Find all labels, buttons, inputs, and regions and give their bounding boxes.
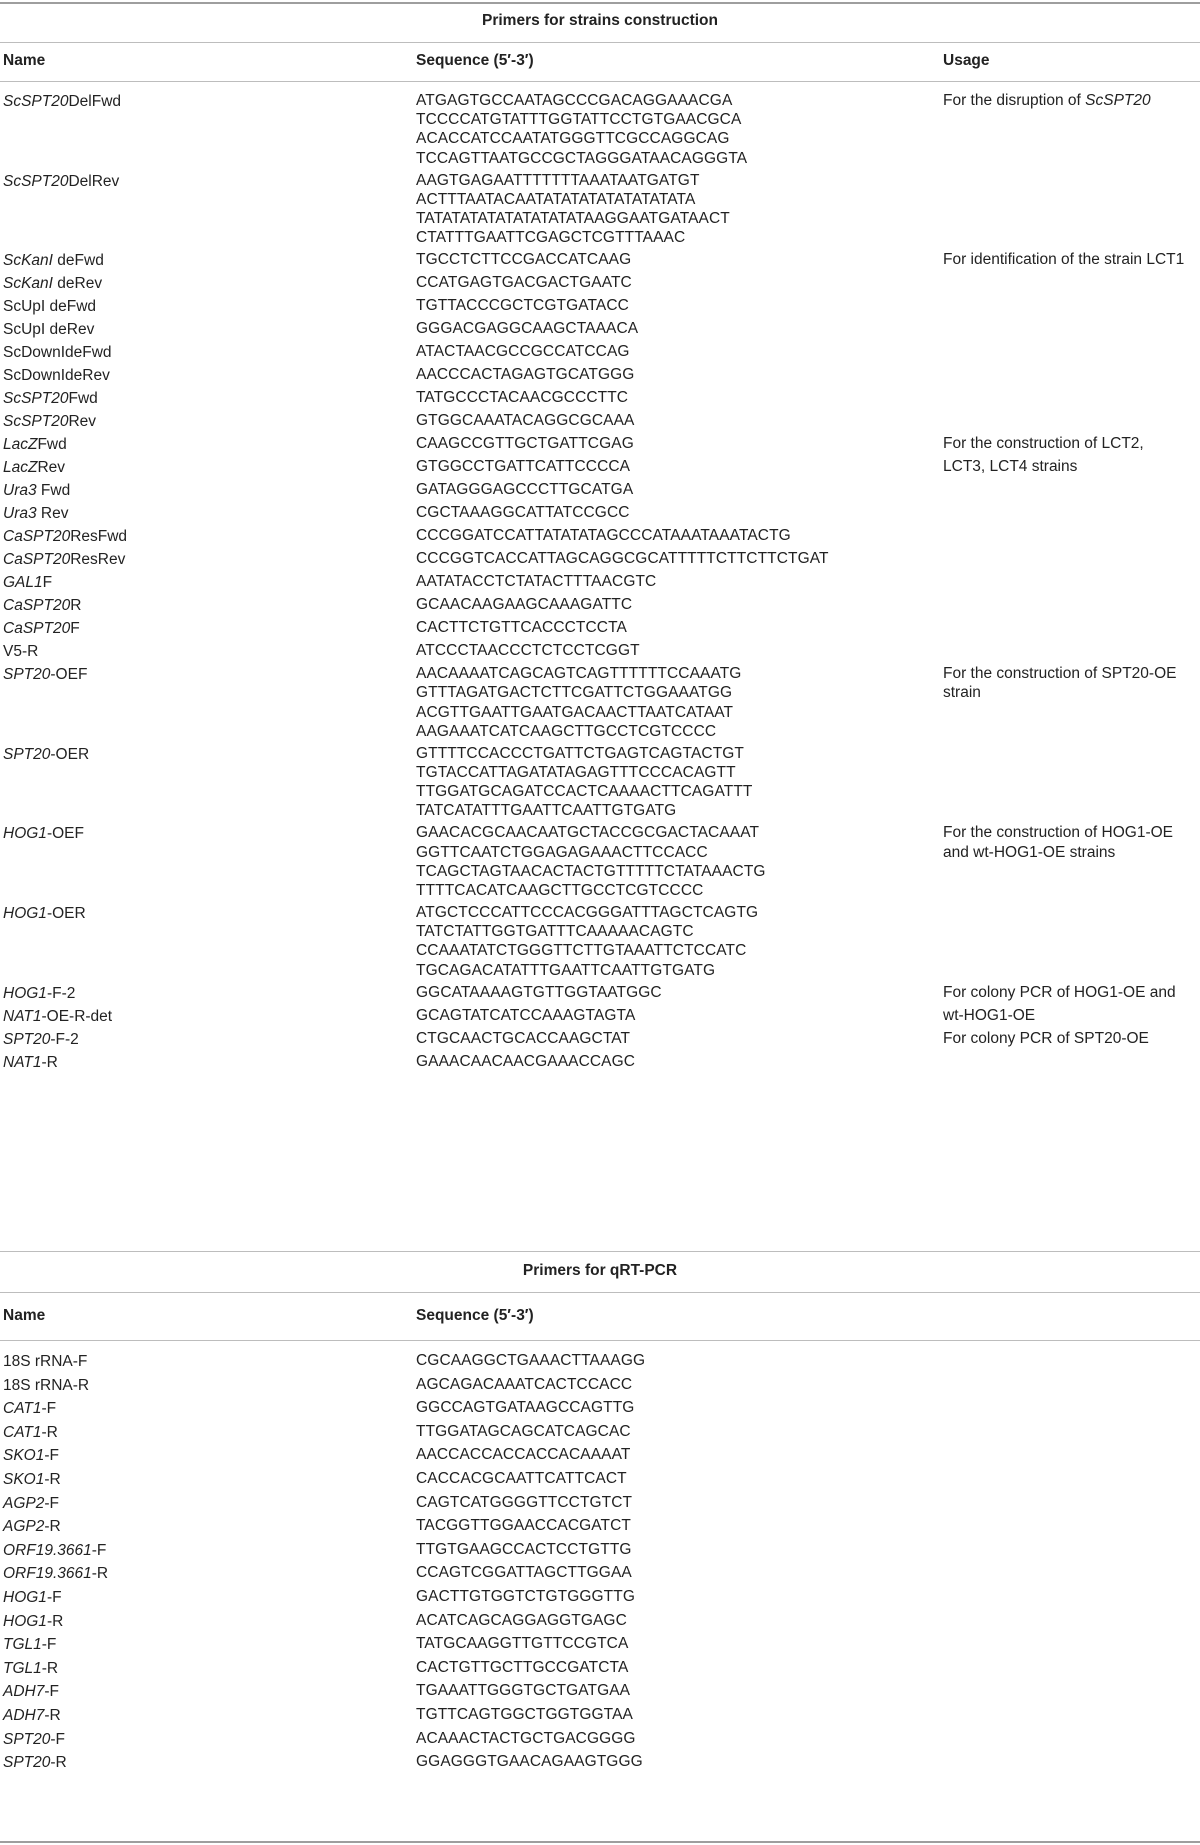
sequence-line: GTGGCCTGATTCATTCCCCA [416, 458, 631, 476]
primer-sequence [416, 250, 631, 269]
primer-name [3, 1445, 59, 1468]
sequence-line: ACAAACTACTGCTGACGGGG [416, 1729, 636, 1747]
sequence-line: TCCAGTTAATGCCGCTAGGGATAACAGGGTA [416, 149, 748, 167]
primer-name [3, 903, 86, 926]
gene-name-italic: ScSPT20 [3, 93, 69, 110]
gene-name-italic: TGL1 [3, 1636, 42, 1654]
primer-name [3, 1705, 61, 1728]
sequence-line: GGGACGAGGCAAGCTAAACA [416, 320, 639, 338]
name-text: ScDownIdeRev [3, 367, 110, 385]
table1-top-rule [0, 2, 1200, 4]
gene-name-italic: ADH7 [3, 1683, 45, 1701]
sequence-line: GGCATAAAAGTGTTGGTAATGGC [416, 983, 662, 1001]
gene-name-italic: ScSPT20 [1085, 92, 1151, 109]
name-text: Fwd [37, 436, 67, 454]
name-text: Fwd [36, 482, 71, 500]
sequence-line: AAGAAATCATCAAGCTTGCCTCGTCCCC [416, 722, 717, 740]
primer-usage [943, 983, 1200, 1002]
name-text: 18S rRNA-R [3, 1376, 90, 1394]
name-text: Rev [37, 459, 66, 477]
sequence-line: CACTGTTGCTTGCCGATCTA [416, 1658, 629, 1676]
name-text: For colony PCR of SPT20-OE [943, 1029, 1149, 1047]
sequence-line: TATCTATTGGTGATTTCAAAAACAGTC [416, 923, 694, 941]
name-text: -OEF [50, 666, 88, 684]
name-text: For the construction of LCT2, [943, 435, 1144, 453]
primer-name [3, 1029, 79, 1052]
name-text: -F [41, 1400, 57, 1418]
sequence-line: GAAACAACAACGAAACCAGC [416, 1052, 636, 1070]
name-text: LCT3, LCT4 strains [943, 458, 1078, 476]
sequence-line: GCAACAAGAAGCAAAGATTC [416, 596, 633, 614]
name-text: For colony PCR of HOG1-OE and [943, 983, 1176, 1001]
sequence-line: CCCGGATCCATTATATATAGCCCATAAATAAATACTG [416, 527, 791, 545]
gene-name-italic: SPT20 [3, 745, 51, 763]
name-text: -R [41, 1423, 58, 1441]
primer-name [3, 1516, 61, 1539]
table1-header-rule [0, 81, 1200, 82]
sequence-line: GGCCAGTGATAAGCCAGTTG [416, 1399, 635, 1417]
primer-sequence [416, 411, 634, 430]
gene-name-italic: ScKanI [3, 252, 53, 270]
primer-name [3, 1469, 61, 1492]
usage-line [943, 664, 1200, 683]
primer-name [3, 365, 110, 388]
primer-name [3, 1422, 58, 1445]
sequence-line: CCAAATATCTGGGTTCTTGTAAATTCTCCATC [416, 942, 747, 960]
primer-sequence [416, 1681, 630, 1700]
primer-sequence [416, 549, 829, 568]
table1-header-sequence: Sequence (5′-3′) [416, 52, 534, 69]
sequence-line: CCCGGTCACCATTAGCAGGCGCATTTTTCTTCTTCTGAT [416, 550, 829, 568]
primer-name [3, 1375, 89, 1398]
primer-name [3, 983, 75, 1006]
name-text: strain [943, 684, 981, 702]
sequence-line: GACTTGTGGTCTGTGGGTTG [416, 1588, 635, 1605]
gene-name-italic: CaSPT20 [3, 551, 71, 569]
primer-name [3, 1611, 63, 1634]
gene-name-italic: CAT1 [3, 1400, 42, 1418]
primer-name [3, 91, 121, 114]
name-text: For the construction of SPT20-OE [943, 665, 1177, 683]
gene-name-italic: Ura3 [3, 505, 37, 523]
table2-bottom-rule [0, 1841, 1200, 1843]
primer-usage [943, 1006, 1200, 1025]
primer-usage [943, 91, 1200, 110]
name-text: Rev [36, 505, 69, 523]
gene-name-italic: ADH7 [3, 1707, 45, 1724]
primer-sequence [416, 1752, 643, 1771]
name-text: For the construction of HOG1-OE [943, 824, 1174, 842]
gene-name-italic: CaSPT20 [3, 597, 71, 615]
gene-name-italic: HOG1 [3, 984, 47, 1002]
usage-line [943, 983, 1200, 1002]
sequence-line: TATGCCCTACAACGCCCTTC [416, 389, 629, 407]
table2-header-name: Name [3, 1307, 46, 1324]
primer-name [3, 526, 127, 549]
sequence-line: CCATGAGTGACGACTGAATC [416, 274, 632, 292]
primer-name [3, 434, 67, 457]
sequence-line: TATCATATTTGAATTCAATTGTGATG [416, 802, 677, 820]
primer-sequence [416, 91, 747, 168]
sequence-line: GCAGTATCATCCAAAGTAGTA [416, 1006, 636, 1024]
primer-name [3, 1729, 65, 1752]
primer-sequence [416, 1587, 635, 1606]
sequence-line: AACCCACTAGAGTGCATGGG [416, 366, 635, 384]
primer-sequence [416, 1634, 628, 1653]
name-text: 18S rRNA-F [3, 1353, 88, 1370]
gene-name-italic: HOG1 [3, 905, 47, 922]
gene-name-italic: NAT1 [3, 1007, 42, 1025]
primer-name [3, 171, 119, 194]
usage-line [943, 457, 1200, 476]
sequence-line: CCAGTCGGATTAGCTTGGAA [416, 1564, 632, 1582]
name-text: F [42, 574, 53, 592]
primer-name [3, 457, 65, 480]
gene-name-italic: SPT20 [3, 666, 51, 684]
sequence-line: ATGAGTGCCAATAGCCCGACAGGAAACGA [416, 92, 733, 109]
name-text: -R [44, 1707, 61, 1724]
primer-name [3, 1493, 59, 1516]
gene-name-italic: CaSPT20 [3, 528, 71, 546]
name-text: deFwd [52, 252, 104, 270]
usage-line [943, 683, 1200, 702]
name-text: -OE-R-det [41, 1007, 113, 1025]
sequence-line: TGCAGACATATTTGAATTCAATTGTGATG [416, 961, 716, 979]
gene-name-italic: ScSPT20 [3, 172, 69, 190]
primer-name [3, 744, 89, 767]
sequence-line: GAACACGCAACAATGCTACCGCGACTACAAAT [416, 824, 760, 842]
primer-usage [943, 823, 1200, 861]
name-text: DelFwd [68, 93, 122, 110]
name-text: V5-R [3, 643, 39, 661]
sequence-line: ATACTAACGCCGCCATCCAG [416, 343, 630, 361]
name-text: ScDownIdeFwd [3, 344, 112, 362]
name-text: Rev [68, 413, 97, 431]
usage-line [943, 250, 1200, 269]
primer-sequence [416, 618, 627, 637]
gene-name-italic: Ura3 [3, 482, 37, 500]
sequence-line: TGAAATTGGGTGCTGATGAA [416, 1682, 631, 1700]
primer-sequence [416, 319, 638, 338]
table2-title: Primers for qRT-PCR [522, 1262, 678, 1279]
sequence-line: AAGTGAGAATTTTTTTAAATAATGATGT [416, 171, 700, 189]
primer-sequence [416, 664, 741, 741]
gene-name-italic: SPT20 [3, 1730, 51, 1748]
name-text: and wt-HOG1-OE strains [943, 843, 1116, 861]
primer-name [3, 250, 104, 273]
sequence-line: TGTACCATTAGATATAGAGTTTCCCACAGTT [416, 764, 736, 781]
primer-sequence [416, 342, 630, 361]
usage-line [943, 91, 1200, 110]
primer-name [3, 296, 96, 319]
name-text: ScUpI deRev [3, 321, 95, 339]
primer-sequence [416, 296, 629, 315]
primer-name [3, 342, 112, 365]
table2-title-rule [0, 1292, 1200, 1293]
gene-name-italic: ORF19.3661 [3, 1541, 92, 1559]
primer-sequence [416, 1445, 630, 1464]
name-text: -F [50, 1730, 66, 1748]
primer-sequence [416, 434, 634, 453]
sequence-line: CACCACGCAATTCATTCACT [416, 1470, 627, 1487]
gene-name-italic: GAL1 [3, 574, 43, 592]
usage-line [943, 1006, 1200, 1025]
name-text: -R [41, 1659, 59, 1677]
sequence-line: ACACCATCCAATATGGGTTCGCCAGGCAG [416, 130, 730, 148]
primer-sequence [416, 1375, 632, 1394]
primer-sequence [416, 572, 656, 591]
primer-name [3, 1587, 62, 1610]
primer-name [3, 480, 70, 503]
table1-bottom-rule [0, 1251, 1200, 1252]
primer-sequence [416, 480, 633, 499]
name-text: -R [44, 1471, 61, 1488]
name-text: For the disruption of [943, 92, 1086, 109]
name-text: ResFwd [70, 528, 128, 546]
gene-name-italic: HOG1 [3, 1612, 47, 1630]
usage-line [943, 843, 1200, 862]
sequence-line: TGTTCAGTGGCTGGTGGTAA [416, 1706, 633, 1723]
usage-line [943, 1029, 1200, 1048]
sequence-line: GTGGCAAATACAGGCGCAAA [416, 412, 635, 430]
sequence-line: TATATATATATATATATATAAGGAATGATAACT [416, 210, 730, 227]
primer-name [3, 1658, 58, 1681]
name-text: wt-HOG1-OE [943, 1006, 1036, 1024]
primer-usage [943, 434, 1200, 453]
sequence-line: AACCACCACCACCACAAAAT [416, 1446, 631, 1464]
primer-name [3, 319, 94, 342]
sequence-line: TTGTGAAGCCACTCCTGTTG [416, 1540, 632, 1558]
primer-name [3, 595, 81, 618]
name-text: R [70, 597, 82, 615]
primer-name [3, 273, 102, 296]
name-text: -F [44, 1683, 59, 1701]
table1-header-usage: Usage [943, 52, 990, 69]
sequence-line: TACGGTTGGAACCACGATCT [416, 1517, 631, 1535]
gene-name-italic: TGL1 [3, 1659, 42, 1677]
primer-sequence [416, 1398, 634, 1417]
sequence-line: GATAGGGAGCCCTTGCATGA [416, 481, 634, 499]
primer-name [3, 1540, 106, 1563]
sequence-line: TTTTCACATCAAGCTTGCCTCGTCCCC [416, 882, 704, 899]
primer-name [3, 388, 98, 411]
primer-usage [943, 664, 1200, 702]
primer-sequence [416, 983, 662, 1002]
primer-name [3, 1351, 87, 1374]
primer-sequence [416, 1351, 645, 1370]
primer-sequence [416, 1658, 628, 1677]
primer-name [3, 823, 84, 846]
sequence-line: GTTTTCCACCCTGATTCTGAGTCAGTACTGT [416, 744, 744, 762]
primer-name [3, 1052, 58, 1075]
name-text: ScUpI deFwd [3, 298, 97, 316]
primer-sequence [416, 1006, 635, 1025]
gene-name-italic: CaSPT20 [3, 620, 71, 638]
primer-sequence [416, 1563, 632, 1582]
sequence-line: ACTTTAATACAATATATATATATATATATA [416, 190, 696, 208]
primer-name [3, 1398, 56, 1421]
name-text: -F [46, 1589, 62, 1606]
name-text: -F-2 [50, 1030, 79, 1048]
sequence-line: TTGGATGCAGATCCACTCAAAACTTCAGATTT [416, 783, 753, 801]
primer-name [3, 1681, 59, 1704]
primer-sequence [416, 1493, 632, 1512]
primer-usage [943, 457, 1200, 476]
usage-line [943, 434, 1200, 453]
primer-name [3, 641, 38, 664]
sequence-line: AATATACCTCTATACTTTAACGTC [416, 573, 657, 591]
gene-name-italic: AGP2 [3, 1518, 45, 1536]
gene-name-italic: NAT1 [3, 1053, 42, 1071]
gene-name-italic: CAT1 [3, 1423, 42, 1441]
table1-title: Primers for strains construction [481, 12, 718, 29]
primer-sequence [416, 1029, 630, 1048]
sequence-line: CACTTCTGTTCACCCTCCTA [416, 619, 627, 637]
primer-sequence [416, 1540, 632, 1559]
gene-name-italic: ScSPT20 [3, 390, 69, 408]
primer-sequence [416, 823, 766, 900]
table2-header-rule [0, 1340, 1200, 1341]
primer-sequence [416, 595, 632, 614]
gene-name-italic: LacZ [3, 436, 38, 454]
gene-name-italic: AGP2 [3, 1494, 45, 1512]
primer-name [3, 411, 96, 434]
table1-title-rule [0, 42, 1200, 43]
primer-sequence [416, 503, 630, 522]
primer-sequence [416, 1469, 627, 1488]
name-text: F [70, 620, 80, 638]
sequence-line: TGTTACCCGCTCGTGATACC [416, 297, 629, 315]
primer-sequence [416, 641, 640, 660]
name-text: -OER [46, 905, 86, 922]
primer-sequence [416, 171, 730, 248]
gene-name-italic: ScKanI [3, 275, 53, 293]
primer-name [3, 503, 68, 526]
sequence-line: TCCCCATGTATTTGGTATTCCTGTGAACGCA [416, 111, 742, 129]
primer-sequence [416, 1729, 636, 1748]
gene-name-italic: SPT20 [3, 1030, 51, 1048]
sequence-line: GGTTCAATCTGGAGAGAAACTTCCACC [416, 843, 708, 861]
name-text: For identification of the strain LCT1 [943, 251, 1185, 269]
gene-name-italic: SPT20 [3, 1754, 51, 1772]
name-text: -F [41, 1636, 57, 1654]
sequence-line: CAAGCCGTTGCTGATTCGAG [416, 435, 634, 453]
gene-name-italic: LacZ [3, 459, 38, 477]
sequence-line: CTATTTGAATTCGAGCTCGTTTAAAC [416, 229, 686, 247]
name-text: deRev [52, 275, 103, 293]
primer-name [3, 664, 87, 687]
usage-line [943, 823, 1200, 842]
primer-name [3, 1752, 67, 1775]
primer-name [3, 549, 125, 572]
primer-name [3, 618, 80, 641]
name-text: -F [44, 1494, 59, 1512]
name-text: -R [50, 1754, 67, 1772]
sequence-line: GGAGGGTGAACAGAAGTGGG [416, 1753, 643, 1771]
gene-name-italic: ScSPT20 [3, 413, 69, 431]
primer-sequence [416, 1516, 631, 1535]
primer-usage [943, 250, 1200, 269]
sequence-line: GTTTAGATGACTCTTCGATTCTGGAAATGG [416, 684, 733, 702]
name-text: -F [44, 1447, 59, 1465]
gene-name-italic: HOG1 [3, 1589, 47, 1606]
name-text: -OEF [46, 825, 84, 843]
primer-sequence [416, 273, 632, 292]
gene-name-italic: ORF19.3661 [3, 1565, 92, 1583]
primer-usage [943, 1029, 1200, 1048]
name-text: -R [41, 1053, 58, 1071]
primer-sequence [416, 1705, 633, 1724]
primer-sequence [416, 1422, 631, 1441]
table2-header-sequence: Sequence (5′-3′) [416, 1307, 534, 1324]
name-text: -OER [50, 745, 90, 763]
name-text: -F-2 [46, 984, 76, 1002]
primer-sequence [416, 903, 758, 980]
sequence-line: CGCAAGGCTGAAACTTAAAGG [416, 1352, 646, 1369]
primer-sequence [416, 1611, 627, 1630]
sequence-line: AACAAAATCAGCAGTCAGTTTTTTCCAAATG [416, 665, 742, 683]
name-text: -R [44, 1518, 61, 1536]
sequence-line: ACGTTGAATTGAATGACAACTTAATCATAAT [416, 703, 734, 721]
name-text: Fwd [68, 390, 98, 408]
name-text: -R [91, 1565, 109, 1583]
table1-header-name: Name [3, 52, 46, 69]
sequence-line: ATGCTCCCATTCCCACGGGATTTAGCTCAGTG [416, 904, 759, 921]
primer-sequence [416, 744, 752, 821]
primer-name [3, 572, 52, 595]
primer-name [3, 1006, 112, 1029]
name-text: -F [91, 1541, 107, 1559]
sequence-line: TCAGCTAGTAACACTACTGTTTTTCTATAAACTG [416, 862, 766, 880]
primer-name [3, 1634, 56, 1657]
gene-name-italic: SKO1 [3, 1471, 45, 1488]
primer-sequence [416, 388, 628, 407]
sequence-line: CGCTAAAGGCATTATCCGCC [416, 504, 630, 522]
sequence-line: TATGCAAGGTTGTTCCGTCA [416, 1635, 629, 1653]
name-text: -R [46, 1612, 64, 1630]
primer-sequence [416, 365, 634, 384]
primer-sequence [416, 1052, 635, 1071]
sequence-line: AGCAGACAAATCACTCCACC [416, 1375, 633, 1393]
sequence-line: TTGGATAGCAGCATCAGCAC [416, 1422, 631, 1440]
gene-name-italic: SKO1 [3, 1447, 45, 1465]
name-text: ResRev [70, 551, 126, 569]
primer-sequence [416, 526, 791, 545]
name-text: DelRev [68, 172, 120, 190]
primer-sequence [416, 457, 630, 476]
sequence-line: TGCCTCTTCCGACCATCAAG [416, 251, 632, 269]
primer-name [3, 1563, 108, 1586]
sequence-line: ATCCCTAACCCTCTCCTCGGT [416, 642, 640, 660]
sequence-line: CAGTCATGGGGTTCCTGTCT [416, 1493, 633, 1511]
gene-name-italic: HOG1 [3, 825, 47, 843]
sequence-line: ACATCAGCAGGAGGTGAGC [416, 1611, 627, 1629]
sequence-line: CTGCAACTGCACCAAGCTAT [416, 1029, 631, 1047]
